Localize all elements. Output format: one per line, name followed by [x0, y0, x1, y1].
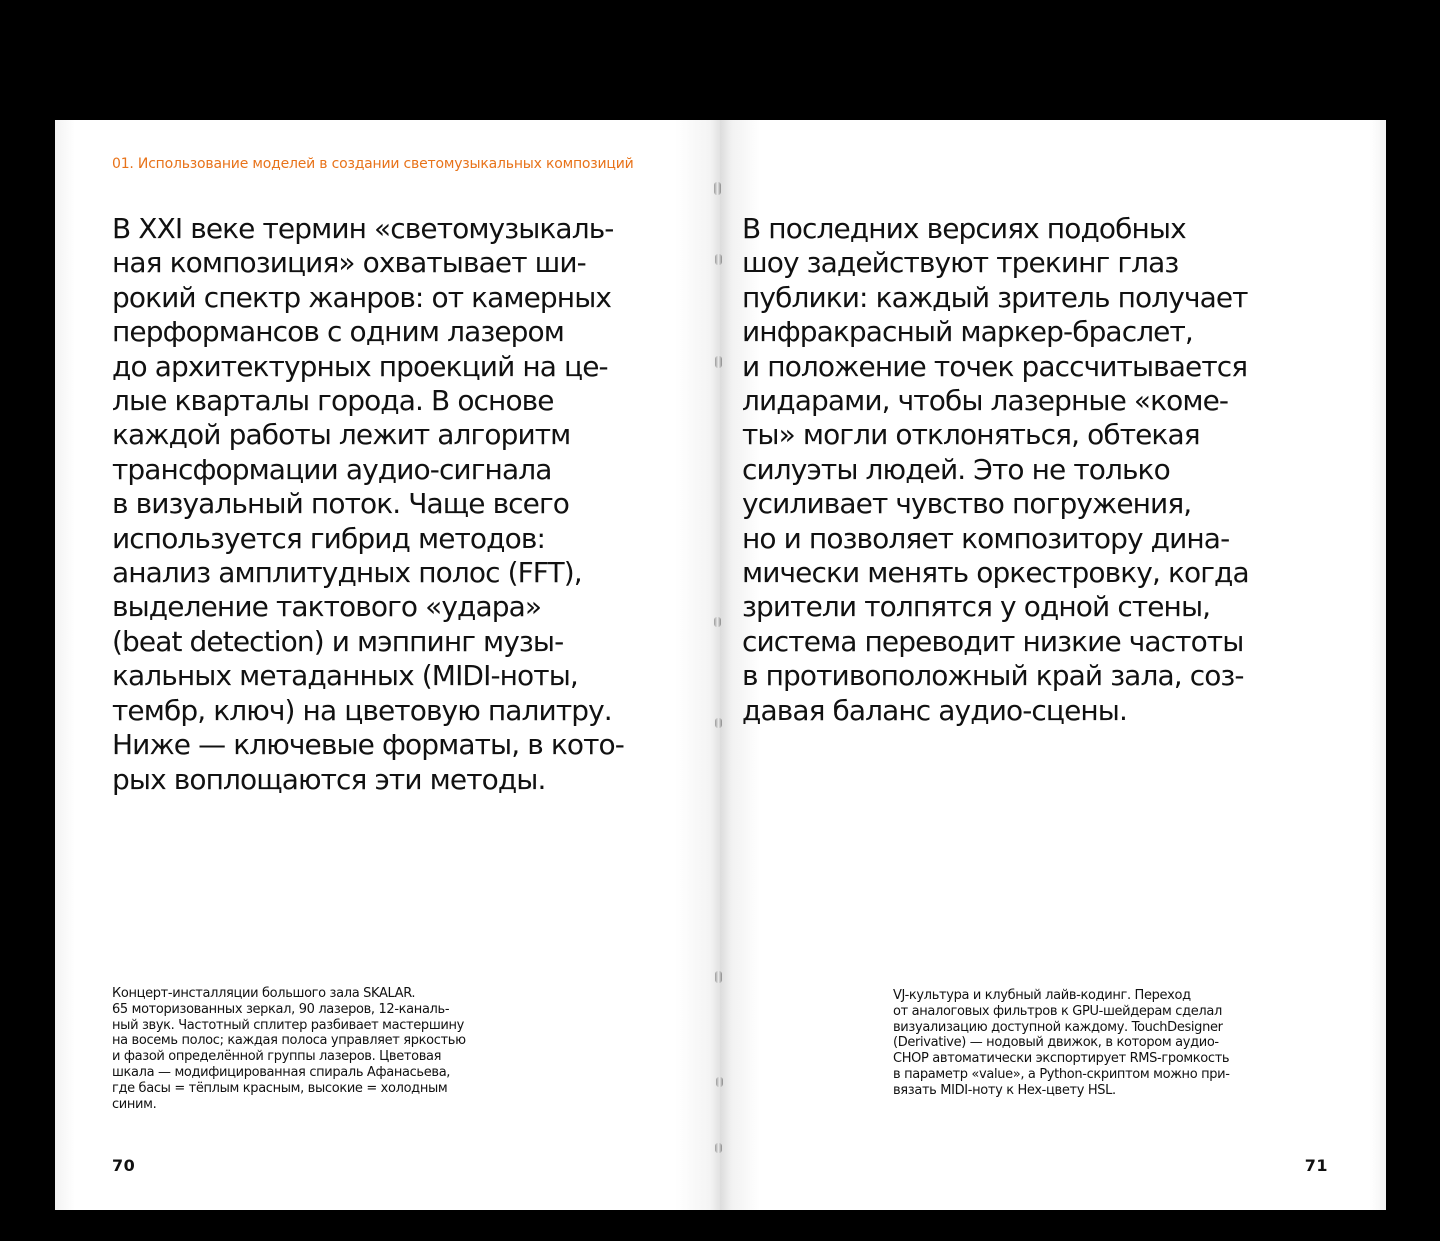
body-line: до архитектурных проекций на це-	[112, 349, 608, 383]
staple	[714, 182, 721, 195]
left-caption	[112, 986, 466, 1112]
body-line: шоу задействуют трекинг глаз	[742, 246, 1179, 280]
right-body-text	[742, 212, 1249, 728]
caption-line: (Derivative) — нодовый движок, в котором аудио-	[893, 1035, 1219, 1051]
caption-line: ный звук. Частотный сплитер разбивает мастершину	[112, 1017, 464, 1033]
caption-line: CHOP автоматически экспортирует RMS-громкость	[893, 1051, 1230, 1067]
body-line: давая баланс аудио-сцены.	[742, 693, 1128, 727]
body-line: в противоположный край зала, соз-	[742, 659, 1244, 693]
body-line: лидарами, чтобы лазерные «коме-	[742, 384, 1229, 418]
body-line: В последних версиях подобных	[742, 212, 1186, 245]
body-line: рокий спектр жанров: от камерных	[112, 280, 612, 314]
body-line: (beat detection) и мэппинг музы-	[112, 624, 564, 658]
body-line: публики: каждый зритель получает	[742, 280, 1248, 314]
right-caption	[893, 988, 1230, 1099]
left-page	[55, 120, 720, 1210]
running-head: 01. Использование моделей в создании светомузыкальных композиций	[112, 156, 634, 172]
body-line: усиливает чувство погружения,	[742, 487, 1192, 521]
caption-line: шкала — модифицированная спираль Афанасьева,	[112, 1064, 451, 1080]
body-line: силуэты людей. Это не только	[742, 452, 1170, 486]
body-line: и положение точек рассчитывается	[742, 349, 1248, 383]
staple	[715, 971, 722, 983]
body-line: выделение тактового «удара»	[112, 590, 542, 624]
body-line: используется гибрид методов:	[112, 521, 545, 555]
body-line: мически менять оркестровку, когда	[742, 556, 1249, 590]
staple	[715, 1143, 722, 1153]
caption-line: где басы = тёплым красным, высокие = холодным	[112, 1080, 448, 1096]
body-line: В XXI веке термин «светомузыкаль-	[112, 212, 614, 245]
body-line: анализ амплитудных полос (FFT),	[112, 556, 582, 590]
body-line: кальных метаданных (MIDI-ноты,	[112, 659, 578, 693]
body-line: инфракрасный маркер-браслет,	[742, 315, 1193, 349]
caption-line: VJ-культура и клубный лайв-кодинг. Переход	[893, 988, 1191, 1003]
body-line: зрители толпятся у одной стены,	[742, 590, 1211, 624]
page-number-left: 70	[112, 1156, 136, 1175]
body-line: каждой работы лежит алгоритм	[112, 418, 571, 452]
caption-line: синим.	[112, 1096, 157, 1112]
body-line: система переводит низкие частоты	[742, 624, 1244, 658]
caption-line: от аналоговых фильтров к GPU-шейдерам сделал	[893, 1003, 1222, 1019]
staple	[715, 718, 722, 728]
caption-line: и фазой определённой группы лазеров. Цветовая	[112, 1049, 442, 1065]
body-line: перформансов с одним лазером	[112, 315, 564, 349]
body-line: лые кварталы города. В основе	[112, 384, 554, 418]
book-spread	[55, 120, 1386, 1210]
staple	[716, 1077, 723, 1087]
body-line: ты» могли отклоняться, обтекая	[742, 418, 1200, 452]
page-number-right: 71	[1304, 1156, 1328, 1175]
staple	[714, 617, 721, 627]
body-line: тембр, ключ) на цветовую палитру.	[112, 693, 612, 727]
body-line: Ниже — ключевые форматы, в кото-	[112, 728, 624, 762]
caption-line: 65 моторизованных зеркал, 90 лазеров, 12-каналь-	[112, 1001, 450, 1017]
caption-line: в параметр «value», а Python-скриптом можно при-	[893, 1066, 1230, 1082]
caption-line: вязать MIDI-ноту к Hex-цвету HSL.	[893, 1082, 1116, 1098]
caption-line: на восемь полос; каждая полоса управляет яркостью	[112, 1033, 466, 1049]
right-page	[720, 120, 1386, 1210]
body-line: трансформации аудио-сигнала	[112, 452, 552, 486]
body-line: ная композиция» охватывает ши-	[112, 246, 586, 280]
staple	[715, 254, 722, 265]
body-line: в визуальный поток. Чаще всего	[112, 487, 570, 521]
staple	[715, 356, 722, 368]
body-line: рых воплощаются эти методы.	[112, 762, 546, 796]
caption-line: визуализацию доступной каждому. TouchDesigner	[893, 1019, 1223, 1035]
body-line: но и позволяет композитору дина-	[742, 521, 1230, 555]
left-body-text	[112, 212, 624, 797]
caption-line: Концерт-инсталляции большого зала SKALAR.	[112, 986, 416, 1001]
